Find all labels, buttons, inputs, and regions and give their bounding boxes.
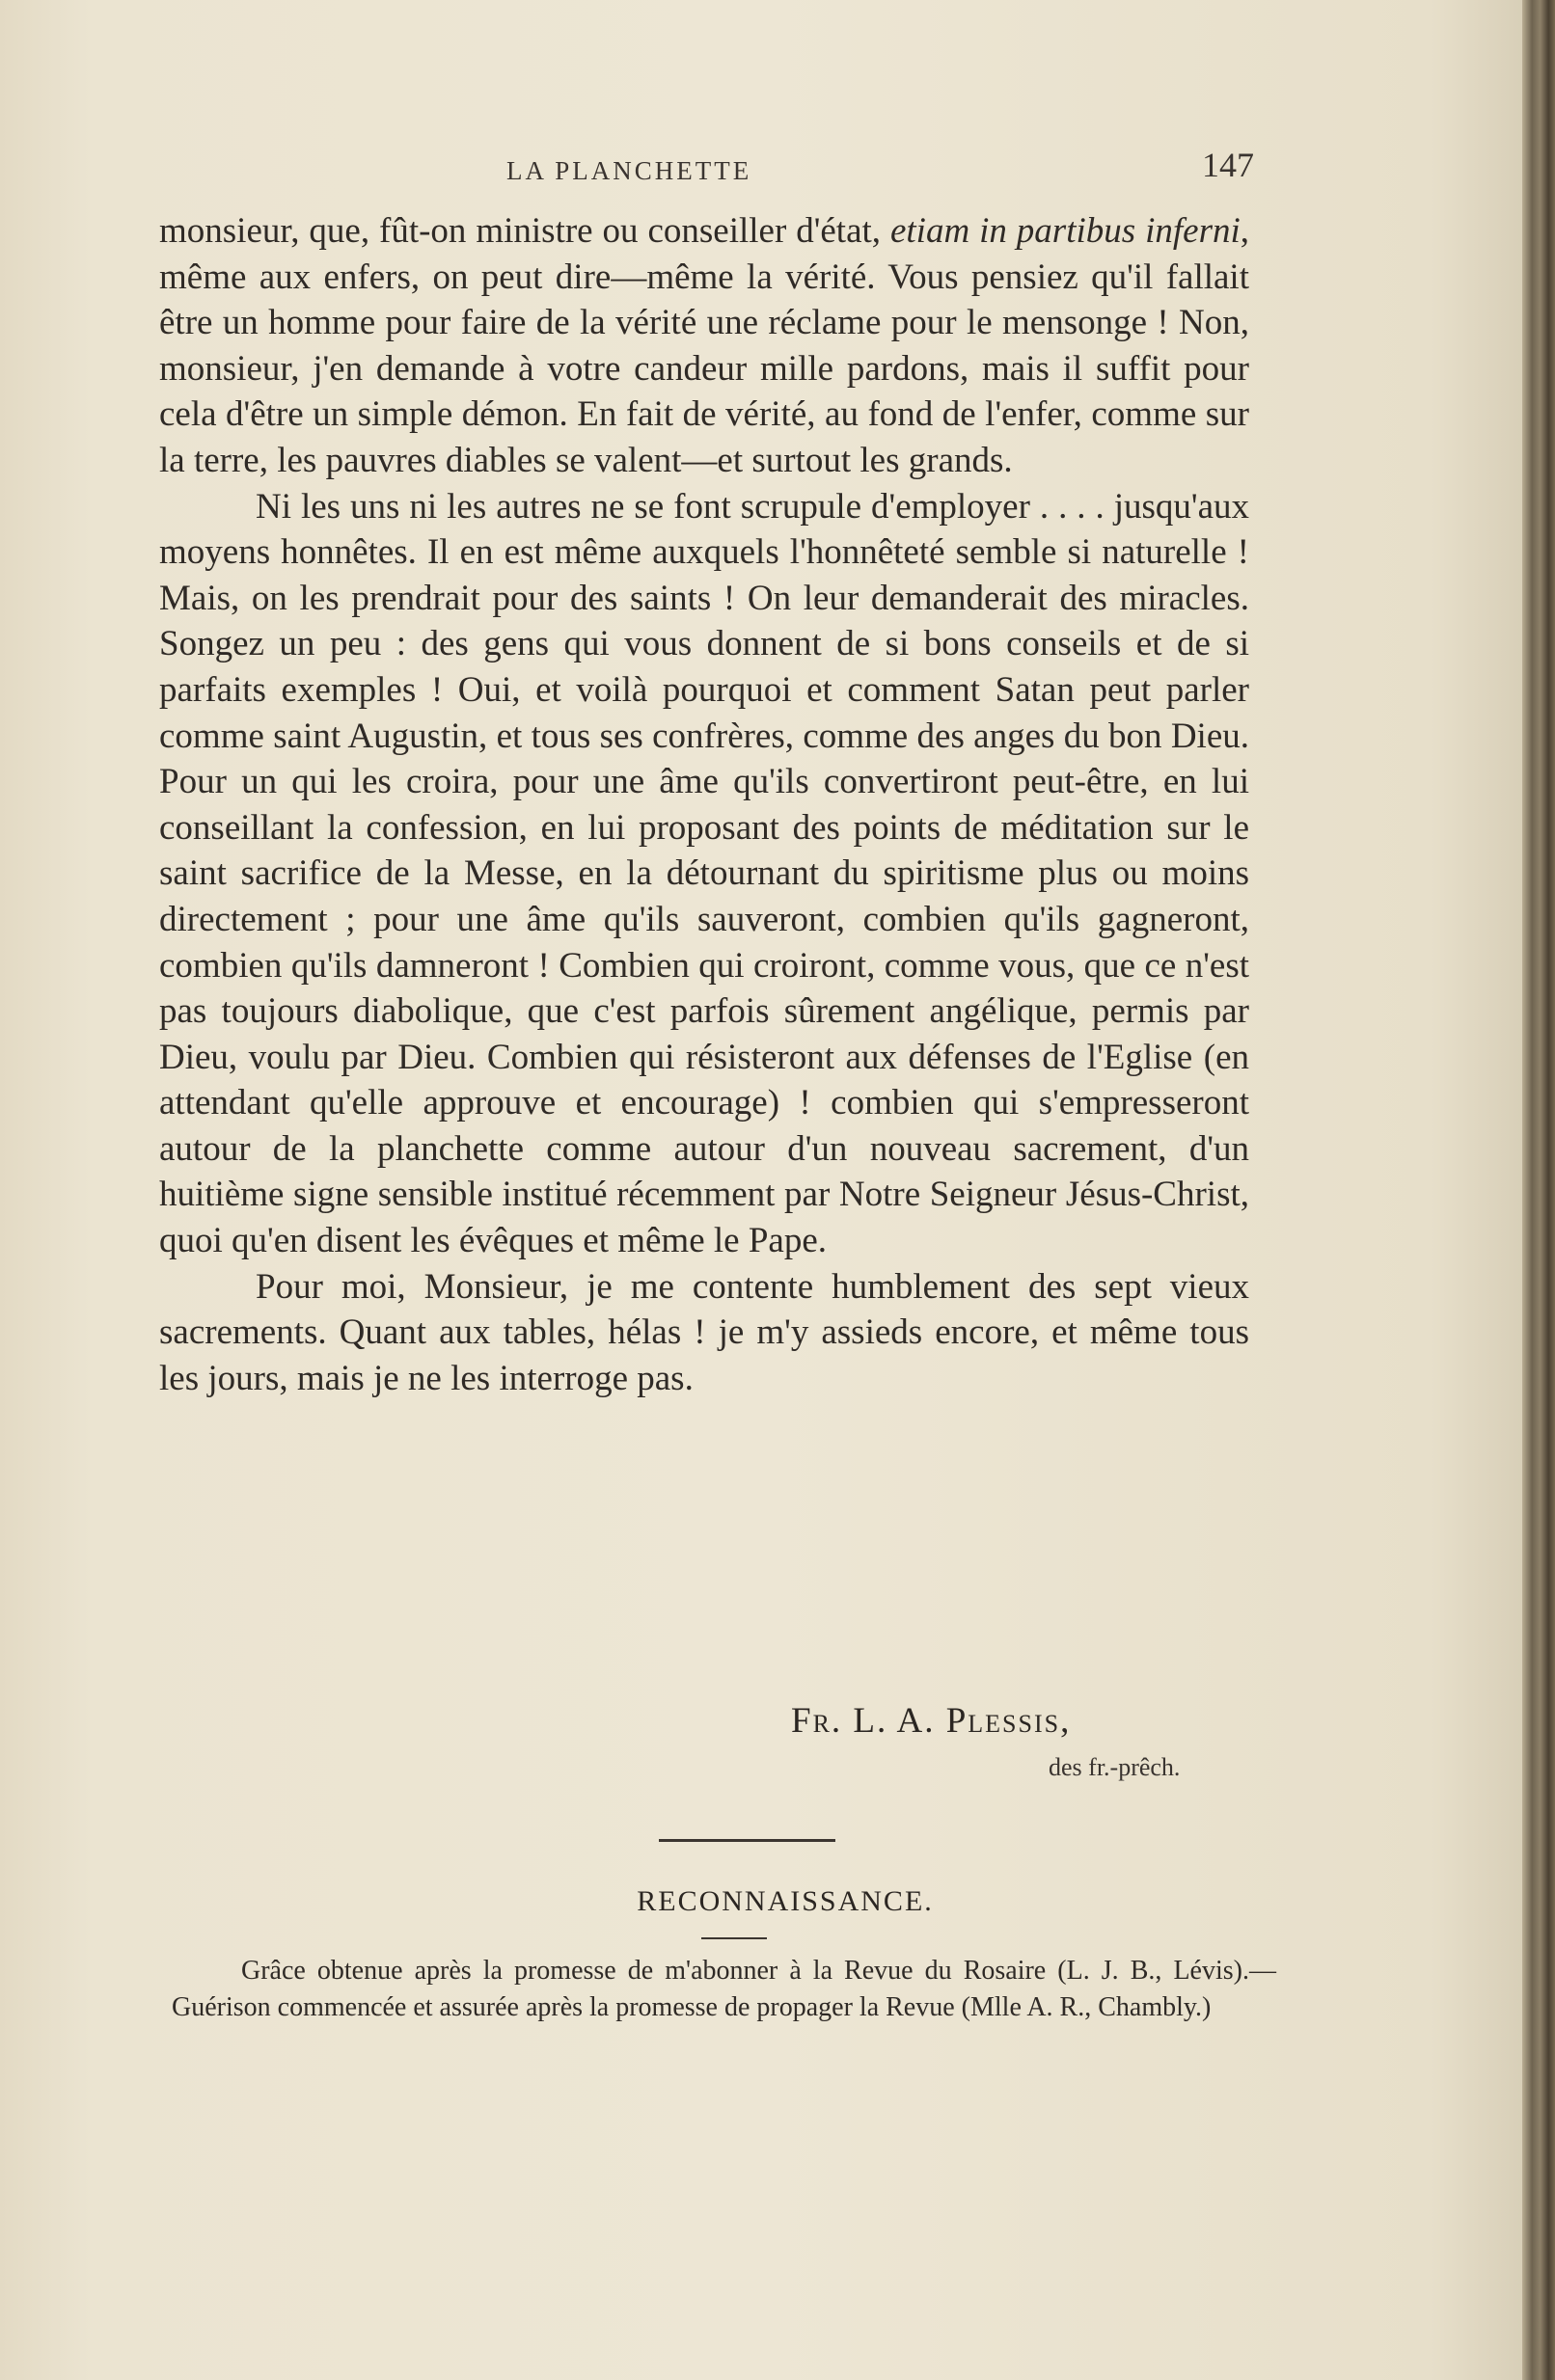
book-binding-edge	[1522, 0, 1555, 2380]
author-affiliation: des fr.-prêch.	[1049, 1753, 1181, 1781]
running-title: LA PLANCHETTE	[506, 156, 752, 185]
title-underline	[701, 1937, 767, 1939]
paragraph-1	[159, 208, 1249, 484]
section-title: RECONNAISSANCE.	[637, 1885, 934, 1917]
page-number: 147	[1202, 146, 1254, 184]
page-header	[164, 145, 1254, 187]
paragraph-2: Ni les uns ni les autres ne se font scrupule d'employer . . . . jusqu'aux moyens honnêtes. Il en est même auxquels l'honnêteté semble si naturelle ! Mais, on les prendrait pour des saints ! On leur demanderait des miracles. Songez un peu : des gens qui vous donnent de si bons conseils et de si parfaits exemples ! Oui, et voilà pourquoi et comment Satan peut parler comme saint Augustin, et tous ses confrères, comme des anges du bon Dieu. Pour un qui les croira, pour une âme qu'ils convertiront peut-être, en lui conseillant la confession, en lui proposant des points de méditation sur le saint sacrifice de la Messe, en la détournant du spiritisme plus ou moins directement ; pour une âme qu'ils sauveront, combien qu'ils gagneront, combien qu'ils damneront ! Combien qui croiront, comme vous, que ce n'est pas toujours diabolique, que c'est parfois sûrement angélique, permis par Dieu, voulu par Dieu. Combien qui résisteront aux défenses de l'Eglise (en attendant qu'elle approuve et encourage) ! combien qui s'empresseront autour de la planchette comme autour d'un nouveau sacrement, d'un huitième signe sensible institué récemment par Notre Seigneur Jésus-Christ, quoi qu'en disent les évêques et même le Pape.	[159, 486, 1249, 1261]
main-text	[159, 208, 1249, 1401]
paragraph-1-start: monsieur, que, fût-on ministre ou conseiller d'état,	[159, 211, 890, 251]
latin-phrase: etiam in partibus inferni	[889, 211, 1241, 251]
thanksgiving-note	[172, 1953, 1276, 2026]
paragraph-1-rest: , même aux enfers, on peut dire—même la vérité. Vous pensiez qu'il fallait être un homme pour faire de la vérité une réclame pour le mensonge ! Non, monsieur, j'en demande à votre candeur mille pardons, mais il suffit pour cela d'être un simple démon. En fait de vérité, au fond de l'enfer, comme sur la terre, les pauvres diables se valent—et surtout les grands.	[159, 211, 1249, 480]
note-paragraph: Grâce obtenue après la promesse de m'abonner à la Revue du Rosaire (L. J. B., Lévis).—Guérison commencée et assurée après la promesse de propager la Revue (Mlle A. R., Chambly.)	[172, 1956, 1276, 2022]
author-signature: Fr. L. A. Plessis,	[791, 1701, 1072, 1741]
section-divider	[659, 1839, 835, 1842]
paragraph-3: Pour moi, Monsieur, je me contente humblement des sept vieux sacrements. Quant aux tables, hélas ! je m'y assieds encore, et même tous les jours, mais je ne les interroge pas.	[159, 1266, 1249, 1398]
